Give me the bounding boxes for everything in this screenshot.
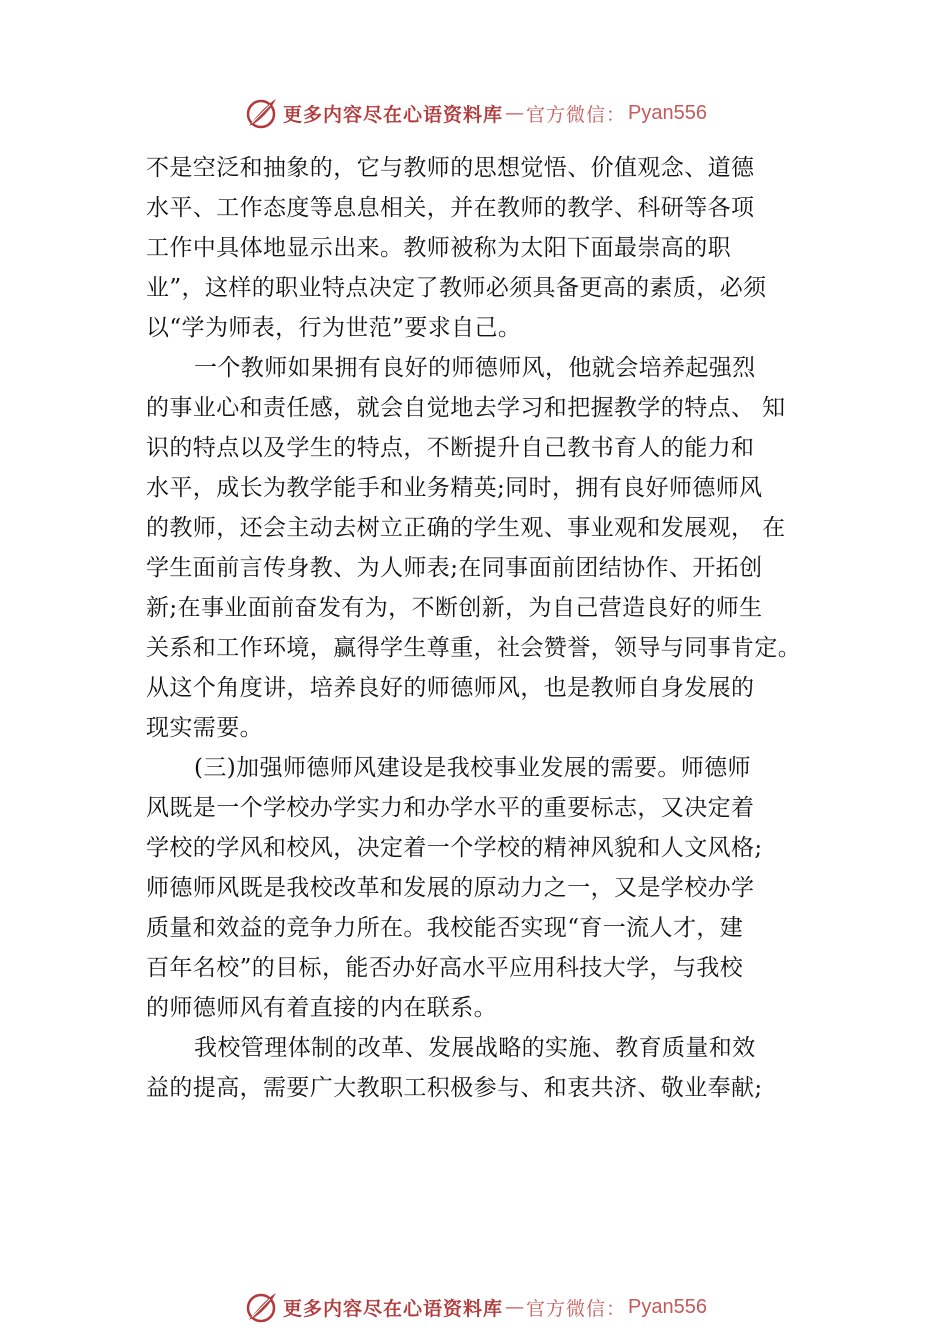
banner-wechat-label: 官方微信： bbox=[526, 1297, 627, 1320]
text-line: 工作中具体地显示出来。教师被称为太阳下面最崇高的职 bbox=[146, 235, 731, 261]
text-line: 的师德师风有着直接的内在联系。 bbox=[146, 995, 497, 1021]
paragraph-start-line: (三)加强师德师风建设是我校事业发展的需要。师德师 bbox=[194, 755, 751, 781]
text-line: 关系和工作环境，赢得学生尊重，社会赞誉，领导与同事肯定。 bbox=[146, 635, 802, 661]
text-line: 从这个角度讲，培养良好的师德师风，也是教师自身发展的 bbox=[146, 675, 755, 701]
text-line: 百年名校”的目标，能否办好高水平应用科技大学，与我校 bbox=[146, 955, 744, 981]
text-line: 师德师风既是我校改革和发展的原动力之一，又是学校办学 bbox=[146, 875, 755, 901]
banner-brand-text: 更多内容尽在心语资料库 bbox=[283, 103, 504, 126]
footer-banner bbox=[0, 1287, 950, 1327]
text-line: 识的特点以及学生的特点，不断提升自己教书育人的能力和 bbox=[146, 435, 755, 461]
banner-wechat-label: 官方微信： bbox=[526, 103, 627, 126]
banner-dash: — bbox=[505, 1296, 525, 1318]
feather-logo-icon bbox=[243, 1290, 279, 1324]
paragraph-start-line: 一个教师如果拥有良好的师德师风，他就会培养起强烈 bbox=[194, 355, 756, 381]
text-line: 不是空泛和抽象的，它与教师的思想觉悟、价值观念、道德 bbox=[146, 155, 755, 181]
feather-logo-icon bbox=[243, 96, 279, 130]
text-line: 新;在事业面前奋发有为，不断创新，为自己营造良好的师生 bbox=[146, 595, 763, 621]
banner-brand-text: 更多内容尽在心语资料库 bbox=[283, 1297, 504, 1320]
text-line: 益的提高，需要广大教职工积极参与、和衷共济、敬业奉献; bbox=[146, 1075, 763, 1101]
paragraph-start-line: 我校管理体制的改革、发展战略的实施、教育质量和效 bbox=[194, 1035, 756, 1061]
text-line: 水平，成长为教学能手和业务精英;同时，拥有良好师德师风 bbox=[146, 475, 763, 501]
text-line: 业”，这样的职业特点决定了教师必须具备更高的素质，必须 bbox=[146, 275, 767, 301]
text-line: 的事业心和责任感，就会自觉地去学习和把握教学的特点、 知 bbox=[146, 395, 786, 421]
document-body bbox=[146, 148, 846, 1108]
text-line: 以“学为师表，行为世范”要求自己。 bbox=[146, 315, 522, 341]
text-line: 的教师，还会主动去树立正确的学生观、事业观和发展观， 在 bbox=[146, 515, 786, 541]
text-line: 学校的学风和校风，决定着一个学校的精神风貌和人文风格; bbox=[146, 835, 763, 861]
header-banner bbox=[0, 93, 950, 133]
text-line: 风既是一个学校办学实力和办学水平的重要标志，又决定着 bbox=[146, 795, 755, 821]
text-line: 现实需要。 bbox=[146, 715, 263, 741]
banner-account-id: Pyan556 bbox=[628, 101, 707, 124]
banner-dash: — bbox=[505, 102, 525, 124]
banner-account-id: Pyan556 bbox=[628, 1295, 707, 1318]
text-line: 水平、工作态度等息息相关，并在教师的教学、科研等各项 bbox=[146, 195, 755, 221]
text-line: 质量和效益的竞争力所在。我校能否实现“育一流人才，建 bbox=[146, 915, 744, 941]
text-line: 学生面前言传身教、为人师表;在同事面前团结协作、开拓创 bbox=[146, 555, 763, 581]
